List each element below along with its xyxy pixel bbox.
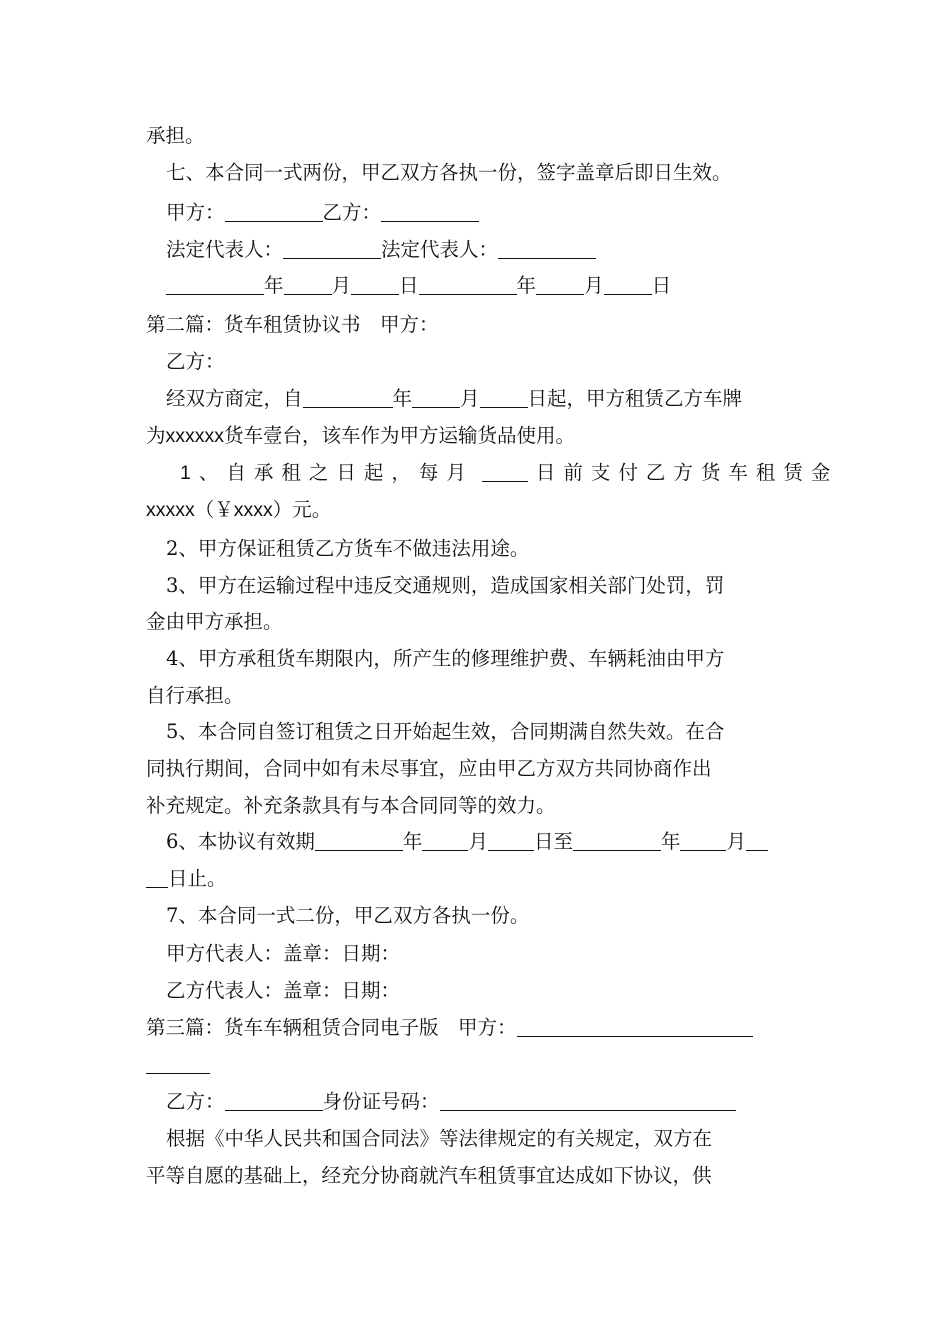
text-line: 承担。 [146,124,205,147]
text-line: 日止。 [146,869,227,889]
party-signature-line: 甲方： 乙方： [166,203,479,223]
clause-5: 5、本合同自签订租赁之日开始起生效，合同期满自然失效。在合 [166,720,725,743]
text-line [146,1055,210,1075]
text-line: 金由甲方承担。 [146,610,283,633]
clause-6: 6、本协议有效期 年 月 日至 年 月 [166,832,768,852]
text-line: 经双方商定，自 年 月 日起，甲方租赁乙方车牌 [166,387,743,410]
clause-2: 2、甲方保证租赁乙方货车不做违法用途。 [166,537,530,560]
text-line: 自行承担。 [146,684,244,707]
clause-7: 7、本合同一式二份，甲乙双方各执一份。 [166,904,530,927]
signature-line: 甲方代表人：盖章：日期： [166,942,401,965]
text-line: 平等自愿的基础上，经充分协商就汽车租赁事宜达成如下协议，供 [146,1164,712,1187]
clause-seven: 七、本合同一式两份，甲乙双方各执一份，签字盖章后即日生效。 [166,161,732,184]
text-line: 为xxxxxx货车壹台，该车作为甲方运输货品使用。 [146,424,576,447]
text-line: 同执行期间，合同中如有未尽事宜，应由甲乙方双方共同协商作出 [146,757,712,780]
text-line: 乙方： [166,350,225,373]
clause-1: 1、自承租之日起，每月 日前支付乙方货车租赁金 [180,461,839,484]
clause-3: 3、甲方在运输过程中违反交通规则，造成国家相关部门处罚，罚 [166,574,725,597]
legal-representative-line: 法定代表人： 法定代表人： [166,240,596,260]
party-id-line: 乙方： 身份证号码： [166,1092,736,1112]
text-line: 根据《中华人民共和国合同法》等法律规定的有关规定，双方在 [166,1127,713,1150]
text-line: xxxxx（￥xxxx）元。 [146,498,332,521]
signature-line: 乙方代表人：盖章：日期： [166,979,401,1002]
section-heading-3: 第三篇：货车车辆租赁合同电子版 甲方： [146,1018,753,1038]
clause-4: 4、甲方承租货车期限内，所产生的修理维护费、车辆耗油由甲方 [166,647,725,670]
text-line: 补充规定。补充条款具有与本合同同等的效力。 [146,794,556,817]
section-heading-2: 第二篇：货车租赁协议书 甲方： [146,313,439,336]
date-line: 年 月 日 年 月 日 [166,276,671,296]
